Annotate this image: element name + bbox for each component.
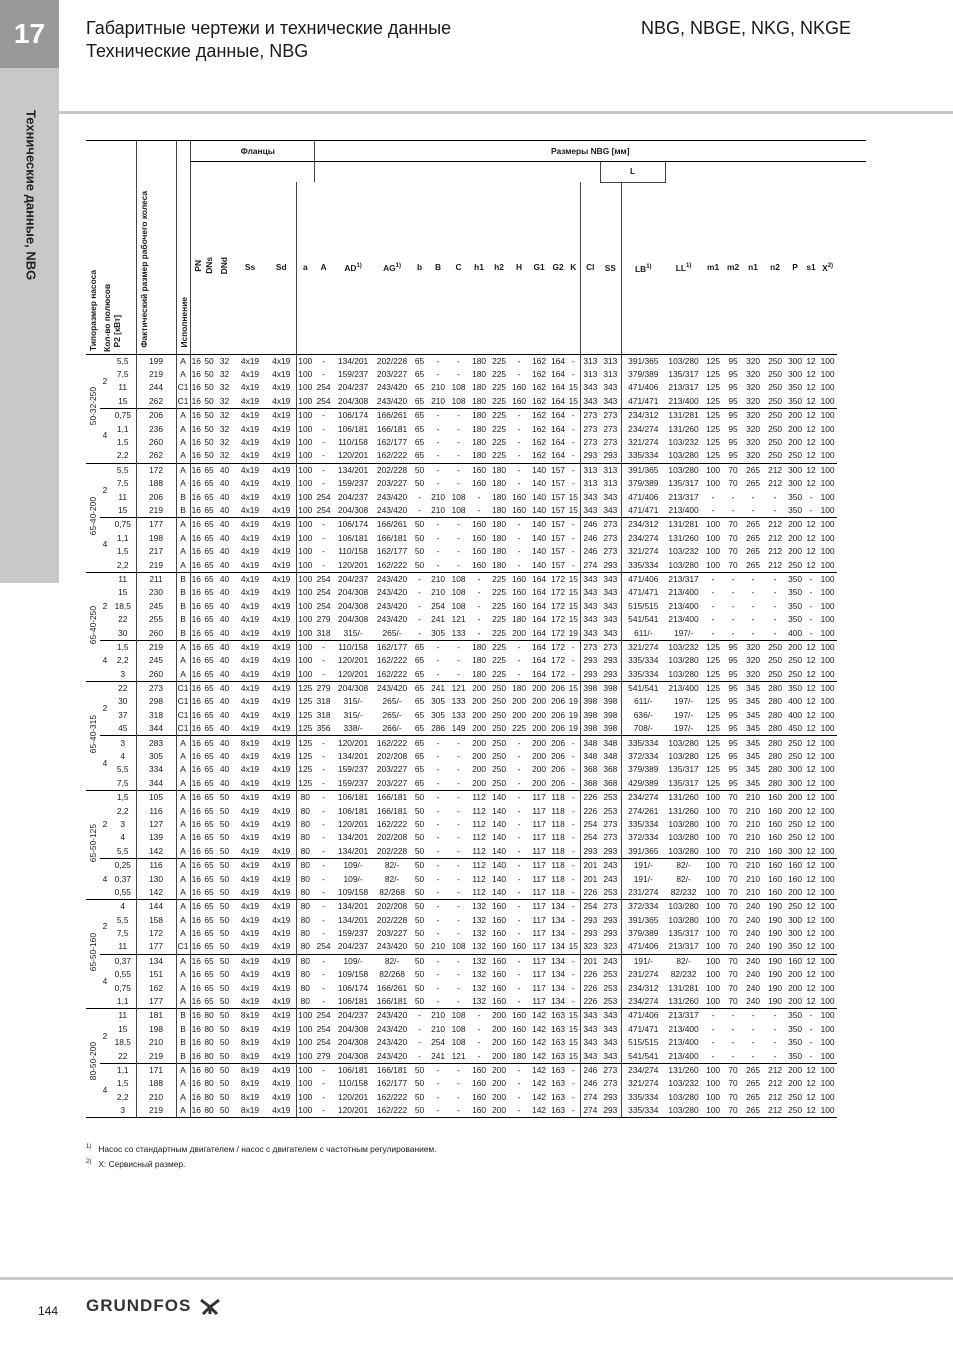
table-row: 15 219 B 16 65 40 4x19 4x19 100 254 204/308 243/420 - 210 108 - 180 160 140 157 15 343 343 471/471 213/400 - - - - 350 - 100 <box>86 504 866 518</box>
col-h1: h1 <box>469 182 489 354</box>
table-row: 1,5 188 A 16 80 50 8x19 4x19 100 - 110/158 162/177 50 - - 160 200 - 142 163 - 246 273 321/274 103/232 100 70 265 212 200 12 100 <box>86 1077 866 1090</box>
table-row: 50-32-250 2 5,5 199 A 16 50 32 4x19 4x19 100 - 134/201 202/228 65 - - 180 225 - 162 164 - 313 313 391/365 103/280 125 95 320 250 300 12 100 <box>86 354 866 368</box>
grundfos-x-icon <box>199 1298 221 1316</box>
table-row: 22 219 B 16 80 50 8x19 4x19 100 279 204/308 243/420 - 241 121 - 200 180 142 163 15 343 343 541/541 213/400 - - - - 350 - 100 <box>86 1049 866 1063</box>
pump-type-label: 65-40-200 <box>88 496 98 535</box>
table-row: 5,5 334 A 16 65 40 4x19 4x19 125 - 159/237 203/227 65 - - 200 250 - 200 206 - 368 368 379/389 135/317 125 95 345 280 300 12 100 <box>86 763 866 776</box>
col-ag: AG$^{1)}$ <box>373 182 411 354</box>
col-b: B <box>428 182 448 354</box>
table-row: 0,37 130 A 16 65 50 4x19 4x19 80 - 109/- 82/- 50 - - 112 140 - 117 118 - 201 243 191/- 82/- 100 70 210 160 160 12 100 <box>86 872 866 885</box>
poles-cell: 2 <box>100 681 110 736</box>
table-row: 65-40-200 2 5,5 172 A 16 65 40 4x19 4x19 100 - 134/201 202/228 50 - - 160 180 - 140 157 - 313 313 391/365 103/280 100 70 265 212 300 12 100 <box>86 463 866 477</box>
table-row: 18,5 210 B 16 80 50 8x19 4x19 100 254 204/308 243/420 - 254 108 - 200 160 142 163 15 343 343 515/515 213/400 - - - - 350 - 100 <box>86 1036 866 1049</box>
col-lb: LB$^{1)}$ <box>621 182 665 354</box>
table-row: 4 0,75 206 A 16 50 32 4x19 4x19 100 - 106/174 166/261 65 - - 180 225 - 162 164 - 273 273 234/312 131/281 125 95 320 250 200 12 100 <box>86 409 866 423</box>
table-row: 4 3 283 A 16 65 40 8x19 4x19 125 - 120/201 162/222 65 - - 200 250 - 200 206 - 348 348 335/334 103/280 125 95 345 280 250 12 100 <box>86 736 866 750</box>
poles-cell: 2 <box>100 791 110 859</box>
table-row: 3 219 A 16 80 50 8x19 4x19 100 - 120/201 162/222 50 - - 160 200 - 142 163 - 274 293 335/334 103/280 100 70 265 212 250 12 100 <box>86 1104 866 1118</box>
col-a: a <box>296 182 314 354</box>
table-row: 4 0,25 116 A 16 65 50 4x19 4x19 80 - 109/- 82/- 50 - - 112 140 - 117 118 - 201 243 191/- 82/- 100 70 210 160 160 12 100 <box>86 858 866 872</box>
group-dimensions: Размеры NBG [мм] <box>314 141 866 162</box>
table-row: 15 198 B 16 80 50 8x19 4x19 100 254 204/308 243/420 - 210 108 - 200 160 142 163 15 343 343 471/471 213/400 - - - - 350 - 100 <box>86 1023 866 1036</box>
pump-type-label: 65-40-250 <box>88 605 98 644</box>
col-a: A <box>314 182 333 354</box>
group-L: L <box>600 162 665 183</box>
col-pump-type: Типоразмер насоса <box>88 270 98 352</box>
pump-type-label: 65-40-315 <box>88 714 98 754</box>
table-row: 2,2 210 A 16 80 50 8x19 4x19 100 - 120/201 162/222 50 - - 160 200 - 142 163 - 274 293 335/334 103/280 100 70 265 212 250 12 100 <box>86 1091 866 1104</box>
col-ad: AD$^{1)}$ <box>333 182 373 354</box>
table-row: 30 298 C1 16 65 40 4x19 4x19 125 318 315/- 265/- 65 305 133 200 250 200 200 206 19 398 398 611/- 197/- 125 95 345 280 400 12 100 <box>86 695 866 708</box>
technical-data-table <box>86 140 866 1118</box>
poles-cell: 4 <box>100 954 110 1009</box>
col-p2: P2 [кВт] <box>112 315 122 348</box>
table-row: 0,75 162 A 16 65 50 4x19 4x19 80 - 106/174 166/261 50 - - 132 160 - 117 134 - 226 253 234/312 131/281 100 70 240 190 200 12 100 <box>86 981 866 994</box>
poles-cell: 4 <box>100 409 110 464</box>
col-h: H <box>509 182 529 354</box>
poles-cell: 4 <box>100 858 110 899</box>
poles-cell: 2 <box>100 900 110 955</box>
col-pn: PN <box>190 182 202 354</box>
col-g1: G1 <box>529 182 549 354</box>
col-ss: Ss <box>233 182 267 354</box>
pump-type-label: 65-50-125 <box>88 823 98 863</box>
table-row: 15 262 C1 16 50 32 4x19 4x19 100 254 204/308 243/420 65 210 108 180 225 160 162 164 15 343 343 471/471 213/400 125 95 320 250 350 12 100 <box>86 395 866 409</box>
footnote-2: $^{2)}$ X: Сервисный размер. <box>86 1159 186 1169</box>
col-execution: Исполнение <box>178 296 189 348</box>
table-row: 1,5 260 A 16 50 32 4x19 4x19 100 - 110/158 162/177 65 - - 180 225 - 162 164 - 273 273 321/274 103/232 125 95 320 250 200 12 100 <box>86 436 866 449</box>
table-row: 80-50-200 2 11 181 B 16 80 50 8x19 4x19 100 254 204/237 243/420 - 210 108 - 200 160 142 163 15 343 343 471/406 213/317 - - - - 350 - 100 <box>86 1009 866 1023</box>
col-dnd: DNd <box>216 182 233 354</box>
pump-type-label: 80-50-200 <box>88 1042 98 1081</box>
col-m1: m1 <box>702 182 724 354</box>
col-ss: SS <box>600 182 621 354</box>
footnote-1: $^{1)}$ Насос со стандартным двигателем / насос с двигателем с частотным регулированием. <box>86 1144 437 1154</box>
col-c: C <box>448 182 469 354</box>
table-row: 4 1,5 219 A 16 65 40 4x19 4x19 100 - 110/158 162/177 65 - - 180 225 - 164 172 - 273 273 321/274 103/232 125 95 320 250 200 12 100 <box>86 640 866 654</box>
col-s1: s1 <box>804 182 818 354</box>
header-divider <box>59 111 953 114</box>
table-row: 7,5 219 A 16 50 32 4x19 4x19 100 - 159/237 203/227 65 - - 180 225 - 162 164 - 313 313 379/389 135/317 125 95 320 250 300 12 100 <box>86 368 866 381</box>
table-row: 0,55 151 A 16 65 50 4x19 4x19 80 - 109/158 82/268 50 - - 132 160 - 117 134 - 226 253 231/274 82/232 100 70 240 190 200 12 100 <box>86 968 866 981</box>
table-row: 0,55 142 A 16 65 50 4x19 4x19 80 - 109/158 82/268 50 - - 112 140 - 117 118 - 226 253 231/274 82/232 100 70 210 160 200 12 100 <box>86 886 866 900</box>
model-list: NBG, NBGE, NKG, NKGE <box>641 18 852 38</box>
pump-type-label: 65-50-160 <box>88 933 98 972</box>
group-flanges: Фланцы <box>202 141 314 162</box>
col-m2: m2 <box>724 182 742 354</box>
page-title: Габаритные чертежи и технические данные <box>86 18 452 38</box>
table-row: 2,2 245 A 16 65 40 4x19 4x19 100 - 120/201 162/222 65 - - 180 225 - 164 172 - 293 293 335/334 103/280 125 95 320 250 250 12 100 <box>86 654 866 667</box>
table-row: 4 139 A 16 65 50 4x19 4x19 80 - 134/201 202/208 50 - - 112 140 - 117 118 - 254 273 372/334 103/280 100 70 210 160 250 12 100 <box>86 831 866 844</box>
table-row: 1,1 198 A 16 65 40 4x19 4x19 100 - 106/181 166/181 50 - - 160 180 - 140 157 - 246 273 234/274 131/260 100 70 265 212 200 12 100 <box>86 532 866 545</box>
col-dns: DNs <box>202 182 216 354</box>
table-row: 30 260 B 16 65 40 4x19 4x19 100 318 315/- 265/- - 305 133 - 225 200 164 172 19 343 343 611/- 197/- - - - - 400 - 100 <box>86 626 866 640</box>
table-row: 65-40-250 2 11 211 B 16 65 40 4x19 4x19 100 254 204/237 243/420 - 210 108 - 225 160 164 172 15 343 343 471/406 213/317 - - - - 350 - 100 <box>86 572 866 586</box>
table-row: 11 244 C1 16 50 32 4x19 4x19 100 254 204/237 243/420 65 210 108 180 225 160 162 164 15 343 343 471/406 213/317 125 95 320 250 350 12 100 <box>86 381 866 394</box>
page-subtitle: Технические данные, NBG <box>86 41 309 61</box>
table-row: 7,5 188 A 16 65 40 4x19 4x19 100 - 159/237 203/227 50 - - 160 180 - 140 157 - 313 313 379/389 135/317 100 70 265 212 300 12 100 <box>86 477 866 490</box>
table-row: 1,1 177 A 16 65 50 4x19 4x19 80 - 106/181 166/181 50 - - 132 160 - 117 134 - 226 253 234/274 131/260 100 70 240 190 200 12 100 <box>86 995 866 1009</box>
col-impeller: Фактический размер рабочего колеса <box>138 190 149 348</box>
poles-cell: 2 <box>100 1009 110 1064</box>
col-b: b <box>411 182 428 354</box>
poles-cell: 4 <box>100 640 110 681</box>
col-ll: LL$^{1)}$ <box>665 182 702 354</box>
table-row: 2,2 219 A 16 65 40 4x19 4x19 100 - 120/201 162/222 50 - - 160 180 - 140 157 - 274 293 335/334 103/280 100 70 265 212 250 12 100 <box>86 558 866 572</box>
col-sd: Sd <box>267 182 296 354</box>
table-row: 65-40-315 2 22 273 C1 16 65 40 4x19 4x19 125 279 204/308 243/420 65 241 121 200 250 180 200 206 15 398 398 541/541 213/400 125 95 345 280 350 12 100 <box>86 681 866 695</box>
table-row: 15 230 B 16 65 40 4x19 4x19 100 254 204/308 243/420 - 210 108 - 225 160 164 172 15 343 343 471/471 213/400 - - - - 350 - 100 <box>86 586 866 599</box>
poles-cell: 4 <box>100 736 110 791</box>
table-row: 4 0,37 134 A 16 65 50 4x19 4x19 80 - 109/- 82/- 50 - - 132 160 - 117 134 - 201 243 191/- 82/- 100 70 240 190 160 12 100 <box>86 954 866 968</box>
table-row: 3 127 A 16 65 50 4x19 4x19 80 - 120/201 162/222 50 - - 112 140 - 117 118 - 254 273 335/334 103/280 100 70 210 160 250 12 100 <box>86 818 866 831</box>
chapter-number: 17 <box>0 0 59 68</box>
table-row: 11 206 B 16 65 40 4x19 4x19 100 254 204/237 243/420 - 210 108 - 180 160 140 157 15 343 343 471/406 213/317 - - - - 350 - 100 <box>86 490 866 503</box>
pump-type-label: 50-32-250 <box>88 387 98 426</box>
col-n2: n2 <box>764 182 786 354</box>
col-p: P <box>786 182 804 354</box>
table-row: 1,5 217 A 16 65 40 4x19 4x19 100 - 110/158 162/177 50 - - 160 180 - 140 157 - 246 273 321/274 103/232 100 70 265 212 200 12 100 <box>86 545 866 558</box>
col-g2: G2 <box>549 182 567 354</box>
table-row: 7,5 172 A 16 65 50 4x19 4x19 80 - 159/237 203/227 50 - - 132 160 - 117 134 - 293 293 379/389 135/317 100 70 240 190 300 12 100 <box>86 927 866 940</box>
col-poles: Кол-во полюсов <box>102 283 112 352</box>
table-row: 45 344 C1 16 65 40 4x19 4x19 125 356 338/- 266/- 65 286 149 200 250 225 200 206 19 398 398 708/- 197/- 125 95 345 280 450 12 100 <box>86 722 866 736</box>
table-row: 5,5 158 A 16 65 50 4x19 4x19 80 - 134/201 202/228 50 - - 132 160 - 117 134 - 293 293 391/365 103/280 100 70 240 190 300 12 100 <box>86 914 866 927</box>
table-row: 1,1 236 A 16 50 32 4x19 4x19 100 - 106/181 166/181 65 - - 180 225 - 162 164 - 273 273 234/274 131/260 125 95 320 250 200 12 100 <box>86 422 866 435</box>
grundfos-logo <box>86 1296 221 1316</box>
poles-cell: 2 <box>100 354 110 409</box>
table-row: 22 255 B 16 65 40 4x19 4x19 100 279 204/308 243/420 - 241 121 - 225 180 164 172 15 343 343 541/541 213/400 - - - - 350 - 100 <box>86 613 866 626</box>
col-cl: Cl <box>580 182 600 354</box>
table-row: 65-50-160 2 4 144 A 16 65 50 4x19 4x19 80 - 134/201 202/208 50 - - 132 160 - 117 134 - 254 273 372/334 103/280 100 70 240 190 250 12 100 <box>86 900 866 914</box>
poles-cell: 2 <box>100 572 110 640</box>
brand-name: GRUNDFOS <box>86 1296 192 1315</box>
chapter-sidebar <box>0 0 59 583</box>
table-row: 4 0,75 177 A 16 65 40 4x19 4x19 100 - 106/174 166/261 50 - - 160 180 - 140 157 - 246 273 234/312 131/281 100 70 265 212 200 12 100 <box>86 518 866 532</box>
table-row: 11 177 C1 16 65 50 4x19 4x19 80 254 204/237 243/420 50 210 108 132 160 160 117 134 15 323 323 471/406 213/317 100 70 240 190 350 12 100 <box>86 940 866 954</box>
poles-cell: 2 <box>100 463 110 518</box>
table-row: 37 318 C1 16 65 40 4x19 4x19 125 318 315/- 265/- 65 305 133 200 250 200 200 206 19 398 398 636/- 197/- 125 95 345 280 400 12 100 <box>86 709 866 722</box>
table-row: 2,2 262 A 16 50 32 4x19 4x19 100 - 120/201 162/222 65 - - 180 225 - 162 164 - 293 293 335/334 103/280 125 95 320 250 250 12 100 <box>86 449 866 463</box>
table-row: 4 305 A 16 65 40 4x19 4x19 125 - 134/201 202/208 65 - - 200 250 - 200 206 - 348 348 372/334 103/280 125 95 345 280 250 12 100 <box>86 750 866 763</box>
col-k: K <box>567 182 580 354</box>
table-row: 2,2 116 A 16 65 50 4x19 4x19 80 - 106/181 166/181 50 - - 112 140 - 117 118 - 226 253 274/261 131/260 100 70 210 160 200 12 100 <box>86 804 866 817</box>
table-row: 7,5 344 A 16 65 40 4x19 4x19 125 - 159/237 203/227 65 - - 200 250 - 200 206 - 368 368 429/389 135/317 125 95 345 280 300 12 100 <box>86 777 866 791</box>
table-row: 65-50-125 2 1,5 105 A 16 65 50 4x19 4x19 80 - 106/181 166/181 50 - - 112 140 - 117 118 - 226 253 234/274 131/260 100 70 210 160 200 12 100 <box>86 791 866 805</box>
col-h2: h2 <box>489 182 509 354</box>
table-row: 18,5 245 B 16 65 40 4x19 4x19 100 254 204/308 243/420 - 254 108 - 225 160 164 172 15 343 343 515/515 213/400 - - - - 350 - 100 <box>86 600 866 613</box>
poles-cell: 4 <box>100 1063 110 1118</box>
table-row: 4 1,1 171 A 16 80 50 8x19 4x19 100 - 106/181 166/181 50 - - 160 200 - 142 163 - 246 273 234/274 131/260 100 70 265 212 200 12 100 <box>86 1063 866 1077</box>
table-row: 3 260 A 16 65 40 4x19 4x19 100 - 120/201 162/222 65 - - 180 225 - 164 172 - 293 293 335/334 103/280 125 95 320 250 250 12 100 <box>86 667 866 681</box>
table-row: 5,5 142 A 16 65 50 4x19 4x19 80 - 134/201 202/228 50 - - 112 140 - 117 118 - 293 293 391/365 103/280 100 70 210 160 300 12 100 <box>86 845 866 859</box>
footer-divider <box>0 1277 953 1280</box>
poles-cell: 4 <box>100 518 110 573</box>
col-n1: n1 <box>742 182 764 354</box>
page-number: 144 <box>38 1304 59 1318</box>
col-x: $X^{2)}$ <box>818 182 837 354</box>
side-title: Технические данные, NBG <box>23 110 39 281</box>
